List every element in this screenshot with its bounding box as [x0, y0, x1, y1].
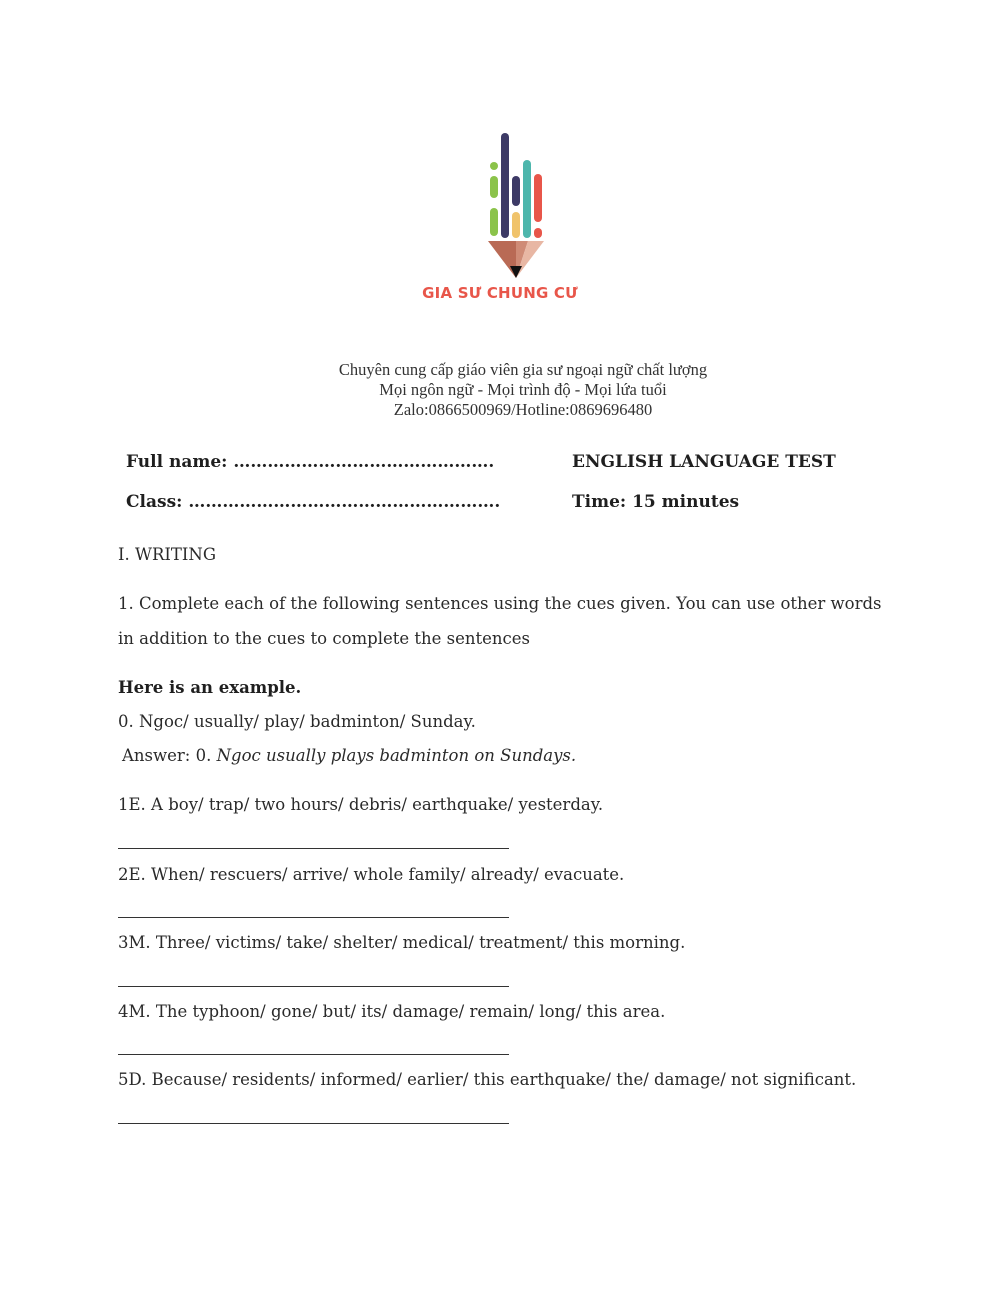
- example-cue: 0. Ngoc/ usually/ play/ badminton/ Sunday.: [118, 712, 476, 731]
- contact-line: Zalo:0866500969/Hotline:0869696480: [393, 400, 653, 419]
- question-1: 1E. A boy/ trap/ two hours/ debris/ earthquake/ yesterday.: [118, 795, 604, 814]
- tagline-line-2: Mọi ngôn ngữ - Mọi trình độ - Mọi lứa tuổi: [379, 380, 667, 399]
- example-heading: Here is an example.: [118, 678, 302, 697]
- tagline-line-1: Chuyên cung cấp giáo viên gia sư ngoại ngữ chất lượng: [338, 360, 708, 379]
- answer-line-5[interactable]: [118, 1123, 509, 1124]
- question-3: 3M. Three/ victims/ take/ shelter/ medical/ treatment/ this morning.: [118, 933, 686, 952]
- answer-line-2[interactable]: [118, 917, 509, 918]
- test-title: ENGLISH LANGUAGE TEST: [572, 452, 836, 472]
- full-name-field: Full name: ……………………………………….: [126, 452, 495, 472]
- instruction-line-1: 1. Complete each of the following sentences using the cues given. You can use other words: [118, 594, 882, 613]
- example-answer-label: Answer: 0.: [122, 746, 212, 765]
- brand-name: GIA SƯ CHUNG CƯ: [422, 284, 578, 302]
- question-5: 5D. Because/ residents/ informed/ earlier/ this earthquake/ the/ damage/ not significant.: [118, 1070, 857, 1089]
- section-title: I. WRITING: [118, 545, 217, 564]
- time-limit: Time: 15 minutes: [572, 492, 740, 512]
- question-2: 2E. When/ rescuers/ arrive/ whole family/ already/ evacuate.: [118, 865, 625, 884]
- class-field: Class: ……………………………………………….: [126, 492, 501, 512]
- answer-line-3[interactable]: [118, 986, 509, 987]
- example-answer-text: Ngoc usually plays badminton on Sundays.: [216, 746, 577, 765]
- question-4: 4M. The typhoon/ gone/ but/ its/ damage/ remain/ long/ this area.: [118, 1002, 666, 1021]
- instruction-line-2: in addition to the cues to complete the sentences: [118, 629, 531, 648]
- answer-line-1[interactable]: [118, 848, 509, 849]
- answer-line-4[interactable]: [118, 1054, 509, 1055]
- example-answer: [122, 745, 576, 767]
- pencil-logo-icon: [440, 128, 600, 288]
